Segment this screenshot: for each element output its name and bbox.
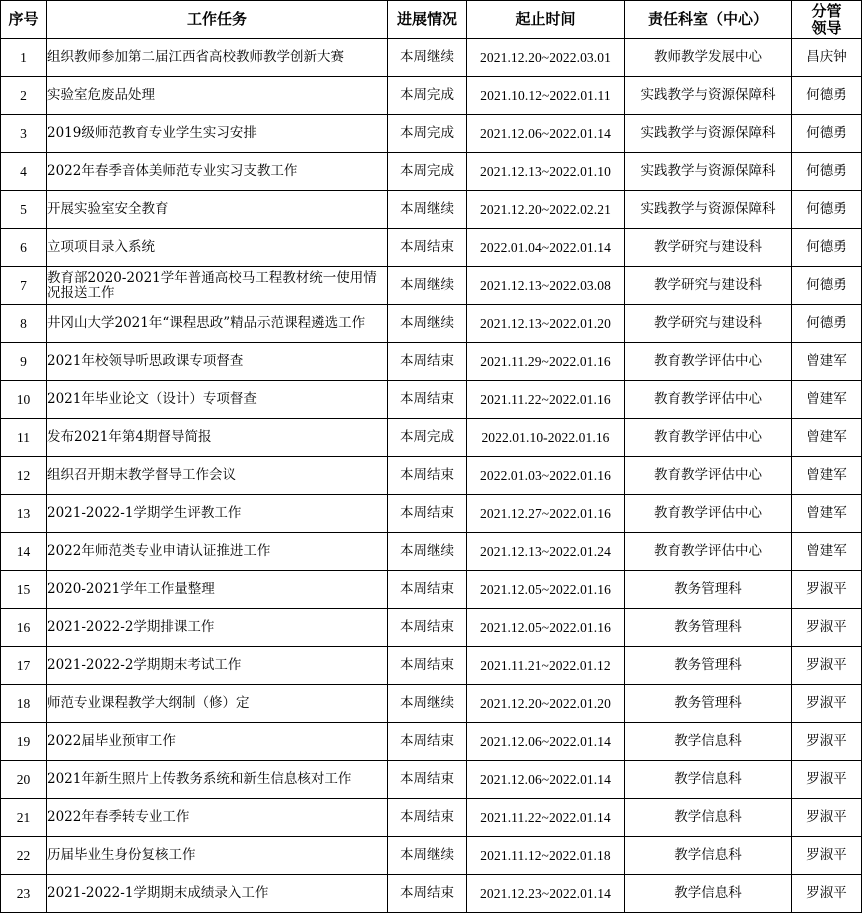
- cell-task: 2022届毕业预审工作: [47, 723, 388, 761]
- cell-status: 本周结束: [388, 571, 467, 609]
- cell-period: 2022.01.04~2022.01.14: [467, 229, 625, 267]
- cell-status: 本周继续: [388, 267, 467, 305]
- cell-status: 本周结束: [388, 647, 467, 685]
- cell-task: 发布2021年第4期督导简报: [47, 419, 388, 457]
- header-row: [1, 1, 862, 39]
- cell-period: 2021.12.05~2022.01.16: [467, 609, 625, 647]
- header-leader-line2: 领导: [811, 18, 842, 37]
- cell-status: 本周结束: [388, 609, 467, 647]
- table-row: [1, 267, 862, 305]
- cell-status: 本周继续: [388, 305, 467, 343]
- table-row: [1, 229, 862, 267]
- cell-period: 2021.12.05~2022.01.16: [467, 571, 625, 609]
- header-leader-line1: 分管: [811, 1, 842, 20]
- cell-dept: 教育教学评估中心: [625, 419, 792, 457]
- cell-period: 2021.11.22~2022.01.16: [467, 381, 625, 419]
- cell-period: 2021.12.20~2022.03.01: [467, 39, 625, 77]
- cell-period: 2021.12.13~2022.01.24: [467, 533, 625, 571]
- cell-leader: 曾建军: [792, 495, 862, 533]
- table-row: [1, 419, 862, 457]
- cell-leader: 何德勇: [792, 115, 862, 153]
- table-row: [1, 191, 862, 229]
- table-row: [1, 495, 862, 533]
- table-row: [1, 153, 862, 191]
- cell-leader: 曾建军: [792, 381, 862, 419]
- cell-index: 9: [1, 343, 47, 381]
- cell-index: 23: [1, 875, 47, 913]
- cell-dept: 实践教学与资源保障科: [625, 153, 792, 191]
- cell-index: 19: [1, 723, 47, 761]
- cell-task: 井冈山大学2021年“课程思政”精品示范课程遴选工作: [47, 305, 388, 343]
- cell-task: 开展实验室安全教育: [47, 191, 388, 229]
- cell-index: 1: [1, 39, 47, 77]
- cell-leader: 罗淑平: [792, 685, 862, 723]
- cell-task: 立项项目录入系统: [47, 229, 388, 267]
- cell-task: 组织召开期末教学督导工作会议: [47, 457, 388, 495]
- cell-index: 21: [1, 799, 47, 837]
- cell-status: 本周完成: [388, 77, 467, 115]
- header-task: 工作任务: [47, 1, 388, 39]
- cell-dept: 教育教学评估中心: [625, 457, 792, 495]
- cell-period: 2021.10.12~2022.01.11: [467, 77, 625, 115]
- cell-index: 11: [1, 419, 47, 457]
- cell-leader: 罗淑平: [792, 761, 862, 799]
- cell-index: 22: [1, 837, 47, 875]
- table-row: [1, 685, 862, 723]
- cell-dept: 教务管理科: [625, 571, 792, 609]
- cell-leader: 罗淑平: [792, 875, 862, 913]
- cell-status: 本周继续: [388, 191, 467, 229]
- cell-index: 10: [1, 381, 47, 419]
- cell-leader: 罗淑平: [792, 837, 862, 875]
- header-status: 进展情况: [388, 1, 467, 39]
- cell-period: 2021.12.23~2022.01.14: [467, 875, 625, 913]
- table-row: [1, 457, 862, 495]
- cell-period: 2021.11.21~2022.01.12: [467, 647, 625, 685]
- cell-task: 师范专业课程教学大纲制（修）定: [47, 685, 388, 723]
- cell-task: 2021-2022-1学期学生评教工作: [47, 495, 388, 533]
- cell-task: 实验室危废品处理: [47, 77, 388, 115]
- cell-task: 历届毕业生身份复核工作: [47, 837, 388, 875]
- cell-period: 2021.12.20~2022.01.20: [467, 685, 625, 723]
- table-row: [1, 723, 862, 761]
- cell-period: 2021.11.22~2022.01.14: [467, 799, 625, 837]
- table-row: [1, 571, 862, 609]
- cell-dept: 教学研究与建设科: [625, 229, 792, 267]
- cell-leader: 罗淑平: [792, 799, 862, 837]
- cell-period: 2021.12.13~2022.01.10: [467, 153, 625, 191]
- cell-task: 2021年毕业论文（设计）专项督查: [47, 381, 388, 419]
- header-period: 起止时间: [467, 1, 625, 39]
- cell-dept: 教务管理科: [625, 685, 792, 723]
- cell-task: 2019级师范教育专业学生实习安排: [47, 115, 388, 153]
- table-row: [1, 115, 862, 153]
- table-row: [1, 799, 862, 837]
- cell-dept: 教学信息科: [625, 723, 792, 761]
- cell-leader: 罗淑平: [792, 609, 862, 647]
- cell-index: 3: [1, 115, 47, 153]
- cell-leader: 何德勇: [792, 267, 862, 305]
- cell-status: 本周结束: [388, 761, 467, 799]
- cell-status: 本周结束: [388, 875, 467, 913]
- cell-dept: 教学信息科: [625, 837, 792, 875]
- cell-index: 20: [1, 761, 47, 799]
- cell-dept: 教育教学评估中心: [625, 533, 792, 571]
- cell-period: 2021.12.06~2022.01.14: [467, 723, 625, 761]
- cell-status: 本周结束: [388, 343, 467, 381]
- cell-leader: 何德勇: [792, 77, 862, 115]
- cell-status: 本周结束: [388, 723, 467, 761]
- cell-dept: 教育教学评估中心: [625, 343, 792, 381]
- cell-period: 2022.01.10-2022.01.16: [467, 419, 625, 457]
- cell-status: 本周继续: [388, 533, 467, 571]
- cell-dept: 实践教学与资源保障科: [625, 115, 792, 153]
- cell-status: 本周结束: [388, 457, 467, 495]
- cell-period: 2022.01.03~2022.01.16: [467, 457, 625, 495]
- cell-period: 2021.11.29~2022.01.16: [467, 343, 625, 381]
- table-row: [1, 77, 862, 115]
- cell-status: 本周继续: [388, 39, 467, 77]
- cell-index: 12: [1, 457, 47, 495]
- cell-dept: 实践教学与资源保障科: [625, 77, 792, 115]
- cell-period: 2021.12.06~2022.01.14: [467, 761, 625, 799]
- cell-dept: 教师教学发展中心: [625, 39, 792, 77]
- cell-task: 2022年师范类专业申请认证推进工作: [47, 533, 388, 571]
- cell-dept: 教务管理科: [625, 609, 792, 647]
- cell-period: 2021.12.06~2022.01.14: [467, 115, 625, 153]
- cell-status: 本周完成: [388, 153, 467, 191]
- cell-index: 2: [1, 77, 47, 115]
- cell-dept: 实践教学与资源保障科: [625, 191, 792, 229]
- cell-index: 14: [1, 533, 47, 571]
- header-leader: [792, 1, 862, 39]
- header-index: 序号: [1, 1, 47, 39]
- cell-task: 2021年新生照片上传教务系统和新生信息核对工作: [47, 761, 388, 799]
- cell-period: 2021.12.13~2022.01.20: [467, 305, 625, 343]
- cell-dept: 教务管理科: [625, 647, 792, 685]
- cell-index: 7: [1, 267, 47, 305]
- table-row: [1, 647, 862, 685]
- cell-leader: 何德勇: [792, 153, 862, 191]
- cell-task: 2022年春季音体美师范专业实习支教工作: [47, 153, 388, 191]
- cell-index: 18: [1, 685, 47, 723]
- cell-status: 本周继续: [388, 837, 467, 875]
- table-row: [1, 761, 862, 799]
- cell-leader: 何德勇: [792, 229, 862, 267]
- cell-status: 本周结束: [388, 495, 467, 533]
- cell-index: 8: [1, 305, 47, 343]
- header-dept: 责任科室（中心）: [625, 1, 792, 39]
- cell-task: 2021-2022-2学期排课工作: [47, 609, 388, 647]
- cell-index: 15: [1, 571, 47, 609]
- cell-index: 13: [1, 495, 47, 533]
- cell-dept: 教育教学评估中心: [625, 381, 792, 419]
- cell-status: 本周结束: [388, 229, 467, 267]
- table-row: [1, 533, 862, 571]
- cell-leader: 何德勇: [792, 191, 862, 229]
- cell-leader: 昌庆钟: [792, 39, 862, 77]
- cell-leader: 曾建军: [792, 343, 862, 381]
- cell-leader: 曾建军: [792, 419, 862, 457]
- cell-task: 组织教师参加第二届江西省高校教师教学创新大赛: [47, 39, 388, 77]
- table-row: [1, 381, 862, 419]
- cell-leader: 曾建军: [792, 457, 862, 495]
- cell-period: 2021.12.27~2022.01.16: [467, 495, 625, 533]
- cell-status: 本周结束: [388, 799, 467, 837]
- cell-status: 本周结束: [388, 381, 467, 419]
- cell-status: 本周完成: [388, 115, 467, 153]
- cell-task: 2021-2022-2学期期末考试工作: [47, 647, 388, 685]
- cell-index: 17: [1, 647, 47, 685]
- cell-index: 5: [1, 191, 47, 229]
- cell-period: 2021.11.12~2022.01.18: [467, 837, 625, 875]
- cell-leader: 罗淑平: [792, 647, 862, 685]
- table-row: [1, 39, 862, 77]
- cell-dept: 教学信息科: [625, 875, 792, 913]
- table-row: [1, 837, 862, 875]
- cell-dept: 教育教学评估中心: [625, 495, 792, 533]
- table-row: [1, 875, 862, 913]
- table-row: [1, 343, 862, 381]
- cell-dept: 教学研究与建设科: [625, 305, 792, 343]
- cell-status: 本周继续: [388, 685, 467, 723]
- table-body: [1, 39, 862, 913]
- cell-task: 教育部2020-2021学年普通高校马工程教材统一使用情况报送工作: [47, 267, 388, 305]
- cell-index: 6: [1, 229, 47, 267]
- cell-index: 4: [1, 153, 47, 191]
- table-row: [1, 609, 862, 647]
- cell-leader: 何德勇: [792, 305, 862, 343]
- cell-index: 16: [1, 609, 47, 647]
- cell-leader: 曾建军: [792, 533, 862, 571]
- table-header: [1, 1, 862, 39]
- cell-task: 2022年春季转专业工作: [47, 799, 388, 837]
- cell-status: 本周完成: [388, 419, 467, 457]
- cell-leader: 罗淑平: [792, 571, 862, 609]
- cell-dept: 教学研究与建设科: [625, 267, 792, 305]
- cell-task: 2021年校领导听思政课专项督查: [47, 343, 388, 381]
- cell-dept: 教学信息科: [625, 761, 792, 799]
- cell-leader: 罗淑平: [792, 723, 862, 761]
- cell-period: 2021.12.20~2022.02.21: [467, 191, 625, 229]
- cell-period: 2021.12.13~2022.03.08: [467, 267, 625, 305]
- table-row: [1, 305, 862, 343]
- cell-dept: 教学信息科: [625, 799, 792, 837]
- cell-task: 2020-2021学年工作量整理: [47, 571, 388, 609]
- cell-task: 2021-2022-1学期期末成绩录入工作: [47, 875, 388, 913]
